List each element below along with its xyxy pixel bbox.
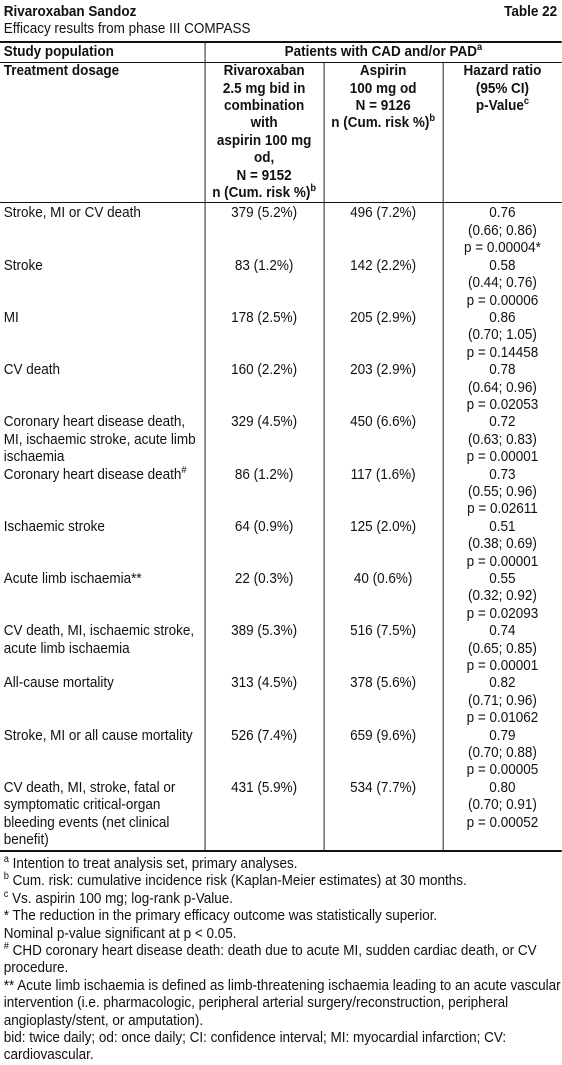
outcome-label: Stroke, MI or CV death	[0, 203, 205, 258]
rivaroxaban-value: 329 (4.5%)	[205, 414, 324, 466]
outcome-label: Coronary heart disease death, MI, ischaemic stroke, acute limb ischaemia	[0, 414, 205, 466]
outcome-label: All-cause mortality	[0, 675, 205, 727]
footnote-double-star: ** Acute limb ischaemia is defined as limb-threatening ischaemia leading to an acute vascular intervention (i.e. pharmacologic, peripheral arterial surgery/reconstruction, peripheral angioplasty/stent, or amputation).	[3, 977, 561, 1029]
footnote-star: * The reduction in the primary efficacy outcome was statistically superior.	[3, 908, 438, 925]
outcome-label: Stroke	[0, 258, 205, 310]
outcome-label: Ischaemic stroke	[0, 519, 205, 571]
table-row	[0, 203, 562, 258]
table-row	[0, 728, 562, 780]
hazard-ratio-value: 0.51 (0.38; 0.69) p = 0.00001	[466, 518, 539, 570]
aspirin-value: 496 (7.2%)	[324, 203, 443, 258]
table-caption: Efficacy results from phase III COMPASS	[3, 21, 251, 38]
study-population-header: Study population	[0, 42, 205, 63]
rivaroxaban-value: 379 (5.2%)	[205, 203, 324, 258]
hazard-ratio-value: 0.74 (0.65; 0.85) p = 0.00001	[466, 623, 539, 675]
hazard-ratio-value: 0.58 (0.44; 0.76) p = 0.00006	[466, 257, 539, 309]
table-row	[0, 675, 562, 727]
footnotes	[0, 852, 562, 1065]
rivaroxaban-value: 431 (5.9%)	[205, 780, 324, 851]
table-row	[0, 362, 562, 414]
aspirin-value: 450 (6.6%)	[324, 414, 443, 466]
document-title: Rivaroxaban Sandoz	[3, 4, 137, 20]
table-row	[0, 519, 562, 571]
footnote-star-continued: Nominal p-value significant at p < 0.05.	[3, 925, 237, 942]
footnote-hash: # CHD coronary heart disease death: death due to acute MI, sudden cardiac death, or CV procedure.	[3, 941, 537, 977]
outcome-label: Stroke, MI or all cause mortality	[0, 728, 205, 780]
table-row	[0, 623, 562, 675]
table-row	[0, 258, 562, 310]
hazard-ratio-value: 0.76 (0.66; 0.86) p = 0.00004*	[463, 205, 541, 257]
document-header	[0, 0, 562, 21]
rivaroxaban-value: 64 (0.9%)	[205, 519, 324, 571]
hazard-ratio-value: 0.78 (0.64; 0.96) p = 0.02053	[466, 362, 539, 413]
aspirin-value: 378 (5.6%)	[324, 675, 443, 727]
aspirin-value: 203 (2.9%)	[324, 362, 443, 414]
hazard-ratio-value: 0.80 (0.70; 0.91) p = 0.00052	[443, 780, 562, 851]
hazard-ratio-value: 0.86 (0.70; 1.05) p = 0.14458	[466, 309, 539, 361]
rivaroxaban-value: 389 (5.3%)	[205, 623, 324, 675]
hazard-ratio-value: 0.72 (0.63; 0.83) p = 0.00001	[466, 414, 539, 466]
footnote-a: $^a$ Intention to treat analysis set, primary analyses.	[3, 854, 298, 872]
aspirin-value: 659 (9.6%)	[324, 728, 443, 780]
table-row	[0, 571, 562, 623]
table-row	[0, 414, 562, 466]
table-row	[0, 780, 562, 851]
table-row	[0, 310, 562, 362]
rivaroxaban-value: 160 (2.2%)	[205, 362, 324, 414]
footnote-b: $^b$ Cum. risk: cumulative incidence risk (Kaplan-Meier estimates) at 30 months.	[3, 871, 467, 890]
outcome-label: CV death	[0, 362, 205, 414]
aspirin-value: 125 (2.0%)	[324, 519, 443, 571]
efficacy-table	[0, 41, 562, 852]
table-number: Table 22	[504, 4, 558, 20]
outcome-label: CV death, MI, ischaemic stroke, acute limb ischaemia	[0, 623, 205, 675]
aspirin-value: 205 (2.9%)	[324, 310, 443, 362]
aspirin-value: 40 (0.6%)	[324, 571, 443, 623]
patient-group-header: Patients with CAD and/or PAD$^a$	[205, 42, 562, 63]
rivaroxaban-value: 22 (0.3%)	[205, 571, 324, 623]
aspirin-value: 142 (2.2%)	[324, 258, 443, 310]
rivaroxaban-value: 83 (1.2%)	[205, 258, 324, 310]
outcome-label: Acute limb ischaemia**	[0, 571, 205, 623]
hazard-ratio-value: 0.73 (0.55; 0.96) p = 0.02611	[467, 466, 538, 518]
footnote-c: $^c$ Vs. aspirin 100 mg; log-rank p-Value.	[3, 888, 233, 907]
outcome-label: MI	[0, 310, 205, 362]
footnote-abbreviations: bid: twice daily; od: once daily; CI: confidence interval; MI: myocardial infarction; CV: cardiovascular.	[3, 1029, 507, 1064]
hazard-ratio-value: 0.79 (0.70; 0.88) p = 0.00005	[466, 727, 539, 779]
aspirin-value: 117 (1.6%)	[324, 467, 443, 519]
rivaroxaban-value: 526 (7.4%)	[205, 728, 324, 780]
aspirin-value: 516 (7.5%)	[324, 623, 443, 675]
aspirin-column-header: Aspirin 100 mg od N = 9126 n (Cum. risk %)$^b$	[324, 63, 443, 203]
aspirin-value: 534 (7.7%)	[324, 780, 443, 851]
outcome-label: CV death, MI, stroke, fatal or symptomatic critical-organ bleeding events (net clinical benefit)	[0, 780, 205, 851]
outcome-label: Coronary heart disease death#	[0, 467, 205, 519]
rivaroxaban-value: 313 (4.5%)	[205, 675, 324, 727]
rivaroxaban-value: 178 (2.5%)	[205, 310, 324, 362]
hazard-ratio-value: 0.82 (0.71; 0.96) p = 0.01062	[466, 675, 539, 727]
hazard-ratio-value: 0.55 (0.32; 0.92) p = 0.02093	[466, 571, 539, 622]
rivaroxaban-column-header: Rivaroxaban 2.5 mg bid in combination with aspirin 100 mg od, N = 9152 n (Cum. risk %)$^b$	[205, 63, 324, 203]
table-row	[0, 467, 562, 519]
treatment-dosage-header: Treatment dosage	[0, 63, 205, 203]
rivaroxaban-value: 86 (1.2%)	[205, 467, 324, 519]
hazard-ratio-column-header: Hazard ratio (95% CI) p-Value$^c$	[443, 63, 562, 203]
